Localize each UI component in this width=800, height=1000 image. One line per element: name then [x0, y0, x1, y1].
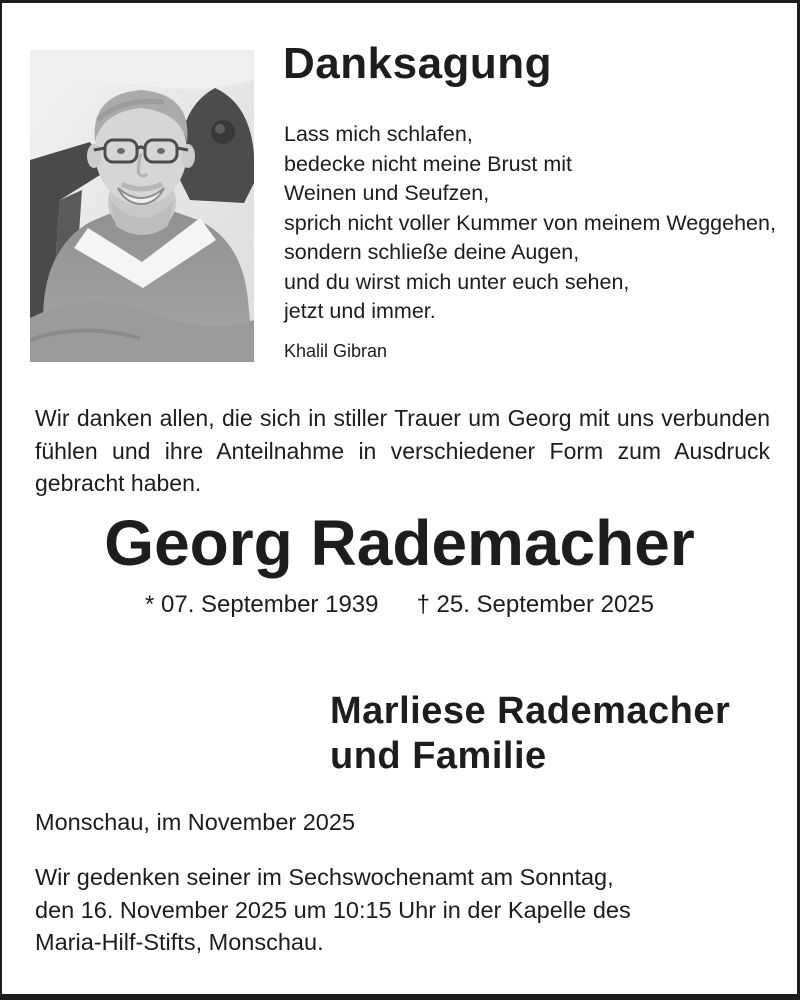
place-date: Monschau, im November 2025 — [35, 809, 356, 835]
memorial-line: den 16. November 2025 um 10:15 Uhr in der Kapelle des — [35, 896, 631, 923]
thanks-paragraph — [35, 402, 770, 500]
memorial-notice — [35, 861, 631, 959]
poem-line: jetzt und immer. — [284, 299, 436, 323]
poem-line: und du wirst mich unter euch sehen, — [284, 269, 630, 294]
memorial-line: Wir gedenken seiner im Sechswochenamt am Sonntag, — [35, 864, 614, 890]
mourner-line: Marliese Rademacher — [330, 690, 731, 732]
memorial-line: Maria-Hilf-Stifts, Monschau. — [35, 929, 324, 955]
thanks-line: Wir danken allen, die sich in stiller Trauer um Georg mit uns verbunden — [35, 405, 770, 431]
life-dates — [2, 591, 797, 619]
poem — [284, 120, 776, 366]
deceased-name: Georg Rademacher — [104, 507, 695, 579]
thanks-line: fühlen und ihre Anteilnahme in verschiedener Form zum Ausdruck — [35, 437, 770, 464]
death-date: † 25. September 2025 — [416, 591, 654, 618]
thanks-line: gebracht haben. — [35, 470, 202, 496]
poem-line: Weinen und Seufzen, — [284, 181, 490, 205]
portrait-photo — [30, 50, 254, 362]
poem-line: Lass mich schlafen, — [284, 122, 473, 146]
mourners — [330, 689, 730, 779]
poem-line: bedecke nicht meine Brust mit — [284, 151, 572, 176]
page-title: Danksagung — [283, 39, 553, 88]
birth-date: * 07. September 1939 — [144, 591, 379, 618]
poem-attribution: Khalil Gibran — [284, 340, 388, 361]
mourner-line: und Familie — [330, 735, 547, 777]
poem-line: sondern schließe deine Augen, — [284, 240, 580, 264]
poem-line: sprich nicht voller Kummer von meinem Weggehen, — [284, 210, 776, 235]
